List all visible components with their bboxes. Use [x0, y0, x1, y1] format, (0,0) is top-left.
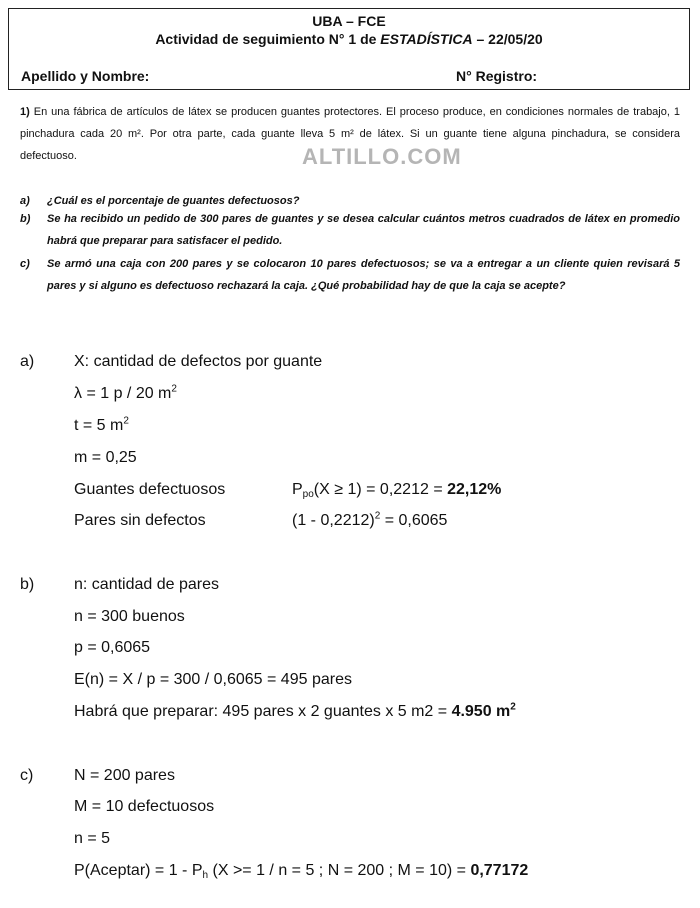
solution-c-M: M = 10 defectuosos: [74, 798, 215, 815]
registry-field-label: N° Registro:: [456, 68, 538, 84]
solution-b-result: 4.950 $m^2$: [451, 701, 516, 720]
solution-b-n: n = 300 buenos: [74, 608, 185, 625]
solution-b-preparation: Habrá que preparar: 495 pares x 2 guantes x 5 m2 = 4.950 $m^2$: [74, 701, 516, 720]
solution-a-lambda: λ = 1 p / 20 $m^2$: [74, 383, 177, 402]
name-field-label: Apellido y Nombre:: [21, 68, 150, 84]
solution-b-p: p = 0,6065: [74, 639, 151, 656]
solution-b-definition: n: cantidad de pares: [74, 576, 219, 593]
problem-number: 1): [20, 106, 30, 118]
header-subject: ESTADÍSTICA: [380, 31, 473, 47]
question-letter: b): [20, 213, 31, 225]
solution-a-defect-label: Guantes defectuosos: [74, 481, 226, 498]
solution-b-letter: b): [20, 576, 35, 593]
solution-a-pairs-formula: (1 - 0,2212)$^2$ = 0,6065: [292, 510, 448, 529]
solution-a-definition: X: cantidad de defectos por guante: [74, 353, 323, 370]
solution-c-letter: c): [20, 767, 34, 784]
solution-b-expectation: E(n) = X / p = 300 / 0,6065 = 495 pares: [74, 671, 352, 688]
header-institution: UBA – FCE: [312, 13, 386, 29]
solution-a-letter: a): [20, 353, 35, 370]
solution-c-N: N = 200 pares: [74, 767, 175, 784]
solution-a-defect-formula: $P_{po}(X \ge 1) = 0,2212 = 22,12\%$: [292, 481, 502, 500]
header-activity-title: Actividad de seguimiento N° 1 de ESTADÍSTICA – 22/05/20: [155, 31, 543, 47]
solution-a-defect-result: 22,12%: [447, 481, 502, 498]
question-text: Se armó una caja con 200 pares y se colocaron 10 pares defectuosos; se va a entregar a un cliente quien revisará 5 pares y si alguno es defectuoso rechazará la caja. ¿Qué probabilidad hay de que la caja se acepte?: [47, 258, 680, 292]
question-text: ¿Cuál es el porcentaje de guantes defectuosos?: [47, 195, 300, 207]
problem-text: En una fábrica de artículos de látex se producen guantes protectores. El proceso produce, en condiciones normales de trabajo, 1 pinchadura cada 20 m². Por otra parte, cada guante lleva 5 m² de látex. Si un guante tiene alguna pinchadura, se considera defectuoso.: [20, 106, 680, 162]
watermark: ALTILLO.COM: [302, 144, 462, 169]
solution-c-n: n = 5: [74, 830, 111, 847]
question-text: Se ha recibido un pedido de 300 pares de guantes y se desea calcular cuántos metros cuadrados de látex en promedio habrá que preparar para satisfacer el pedido.: [47, 213, 680, 247]
solution-c-result: 0,77172: [470, 862, 529, 879]
question-letter: c): [20, 258, 30, 270]
solution-a-m: m = 0,25: [74, 449, 137, 466]
solution-c-probability: P(Aceptar) = $1 - P_h$ (X >= 1 / n = 5 ; N = 200 ; M = 10) = 0,77172: [74, 862, 529, 881]
solution-a-t: t = 5 $m^2$: [74, 415, 129, 434]
header-box: [8, 8, 690, 90]
solution-a-pairs-label: Pares sin defectos: [74, 512, 206, 529]
question-letter: a): [20, 195, 30, 207]
